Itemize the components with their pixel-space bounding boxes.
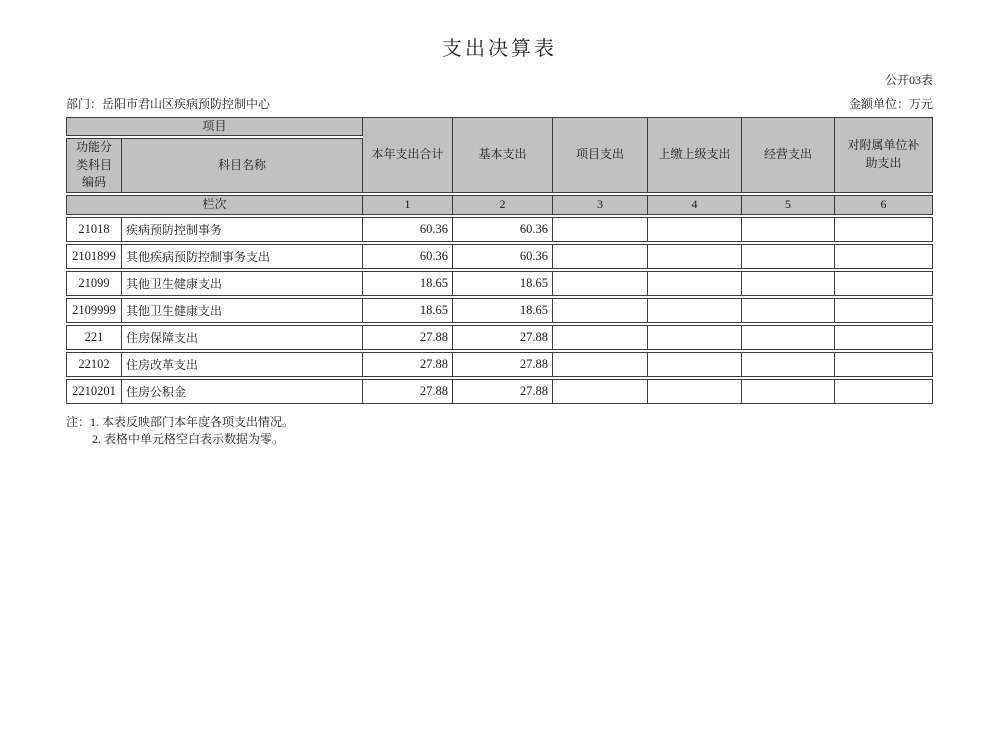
cell-code: 2101899 (66, 244, 122, 269)
header-group-row (66, 117, 933, 136)
cell-operating (742, 379, 835, 404)
lanci-1: 1 (363, 195, 453, 215)
cell-basic: 60.36 (453, 244, 553, 269)
cell-project (553, 352, 648, 377)
cell-total: 27.88 (363, 325, 453, 350)
table-row (66, 379, 933, 404)
cell-total: 27.88 (363, 379, 453, 404)
cell-name: 住房改革支出 (122, 352, 363, 377)
cell-upper (648, 271, 742, 296)
cell-total: 18.65 (363, 271, 453, 296)
expenditure-table (66, 115, 933, 406)
cell-upper (648, 379, 742, 404)
unit-label: 金额单位：万元 (848, 97, 933, 111)
lanci-2: 2 (453, 195, 553, 215)
cell-project (553, 271, 648, 296)
lanci-4: 4 (648, 195, 742, 215)
form-code: 公开03表 (884, 73, 933, 87)
cell-subsidy (835, 244, 933, 269)
lanci-6: 6 (835, 195, 933, 215)
cell-basic: 27.88 (453, 352, 553, 377)
cell-total: 60.36 (363, 244, 453, 269)
cell-upper (648, 352, 742, 377)
header-col-upper: 上缴上级支出 (648, 117, 742, 193)
table-row (66, 325, 933, 350)
cell-project (553, 325, 648, 350)
department-label: 部门：岳阳市君山区疾病预防控制中心 (66, 97, 271, 111)
cell-project (553, 217, 648, 242)
footnotes (66, 414, 933, 448)
cell-operating (742, 271, 835, 296)
lanci-label: 栏次 (66, 195, 363, 215)
header-item-group: 项目 (66, 117, 363, 136)
table-row (66, 352, 933, 377)
header-col-operating: 经营支出 (742, 117, 835, 193)
cell-total: 60.36 (363, 217, 453, 242)
lanci-5: 5 (742, 195, 835, 215)
cell-subsidy (835, 325, 933, 350)
cell-operating (742, 244, 835, 269)
cell-project (553, 244, 648, 269)
cell-code: 21018 (66, 217, 122, 242)
cell-operating (742, 352, 835, 377)
cell-upper (648, 325, 742, 350)
cell-code: 2109999 (66, 298, 122, 323)
cell-code: 2210201 (66, 379, 122, 404)
cell-name: 住房公积金 (122, 379, 363, 404)
cell-subsidy (835, 298, 933, 323)
footnote-1: 注：1. 本表反映部门本年度各项支出情况。 (66, 414, 295, 429)
cell-upper (648, 244, 742, 269)
header-col-basic: 基本支出 (453, 117, 553, 193)
cell-project (553, 298, 648, 323)
cell-subsidy (835, 352, 933, 377)
header-col-total: 本年支出合计 (363, 117, 453, 193)
cell-operating (742, 298, 835, 323)
header-col-project: 项目支出 (553, 117, 648, 193)
footnote-2: 2. 表格中单元格空白表示数据为零。 (92, 431, 285, 446)
cell-name: 疾病预防控制事务 (122, 217, 363, 242)
cell-code: 22102 (66, 352, 122, 377)
header-col-name: 科目名称 (122, 138, 363, 192)
cell-total: 27.88 (363, 352, 453, 377)
cell-operating (742, 217, 835, 242)
cell-subsidy (835, 379, 933, 404)
cell-operating (742, 325, 835, 350)
cell-name: 其他卫生健康支出 (122, 298, 363, 323)
meta-row (66, 95, 933, 112)
cell-upper (648, 217, 742, 242)
cell-code: 221 (66, 325, 122, 350)
table-row (66, 217, 933, 242)
cell-total: 18.65 (363, 298, 453, 323)
cell-basic: 27.88 (453, 379, 553, 404)
cell-basic: 18.65 (453, 271, 553, 296)
table-row (66, 298, 933, 323)
header-col-code: 功能分类科目编码 (66, 138, 122, 192)
cell-name: 其他卫生健康支出 (122, 271, 363, 296)
cell-basic: 60.36 (453, 217, 553, 242)
cell-code: 21099 (66, 271, 122, 296)
cell-subsidy (835, 271, 933, 296)
table-row (66, 271, 933, 296)
lanci-3: 3 (553, 195, 648, 215)
cell-basic: 27.88 (453, 325, 553, 350)
header-col-subsidy: 对附属单位补助支出 (835, 117, 933, 193)
cell-name: 其他疾病预防控制事务支出 (122, 244, 363, 269)
document-page (0, 32, 1000, 738)
cell-project (553, 379, 648, 404)
cell-upper (648, 298, 742, 323)
table-row (66, 244, 933, 269)
cell-subsidy (835, 217, 933, 242)
cell-name: 住房保障支出 (122, 325, 363, 350)
cell-basic: 18.65 (453, 298, 553, 323)
column-index-row (66, 195, 933, 215)
page-title: 支出决算表 (442, 38, 557, 60)
